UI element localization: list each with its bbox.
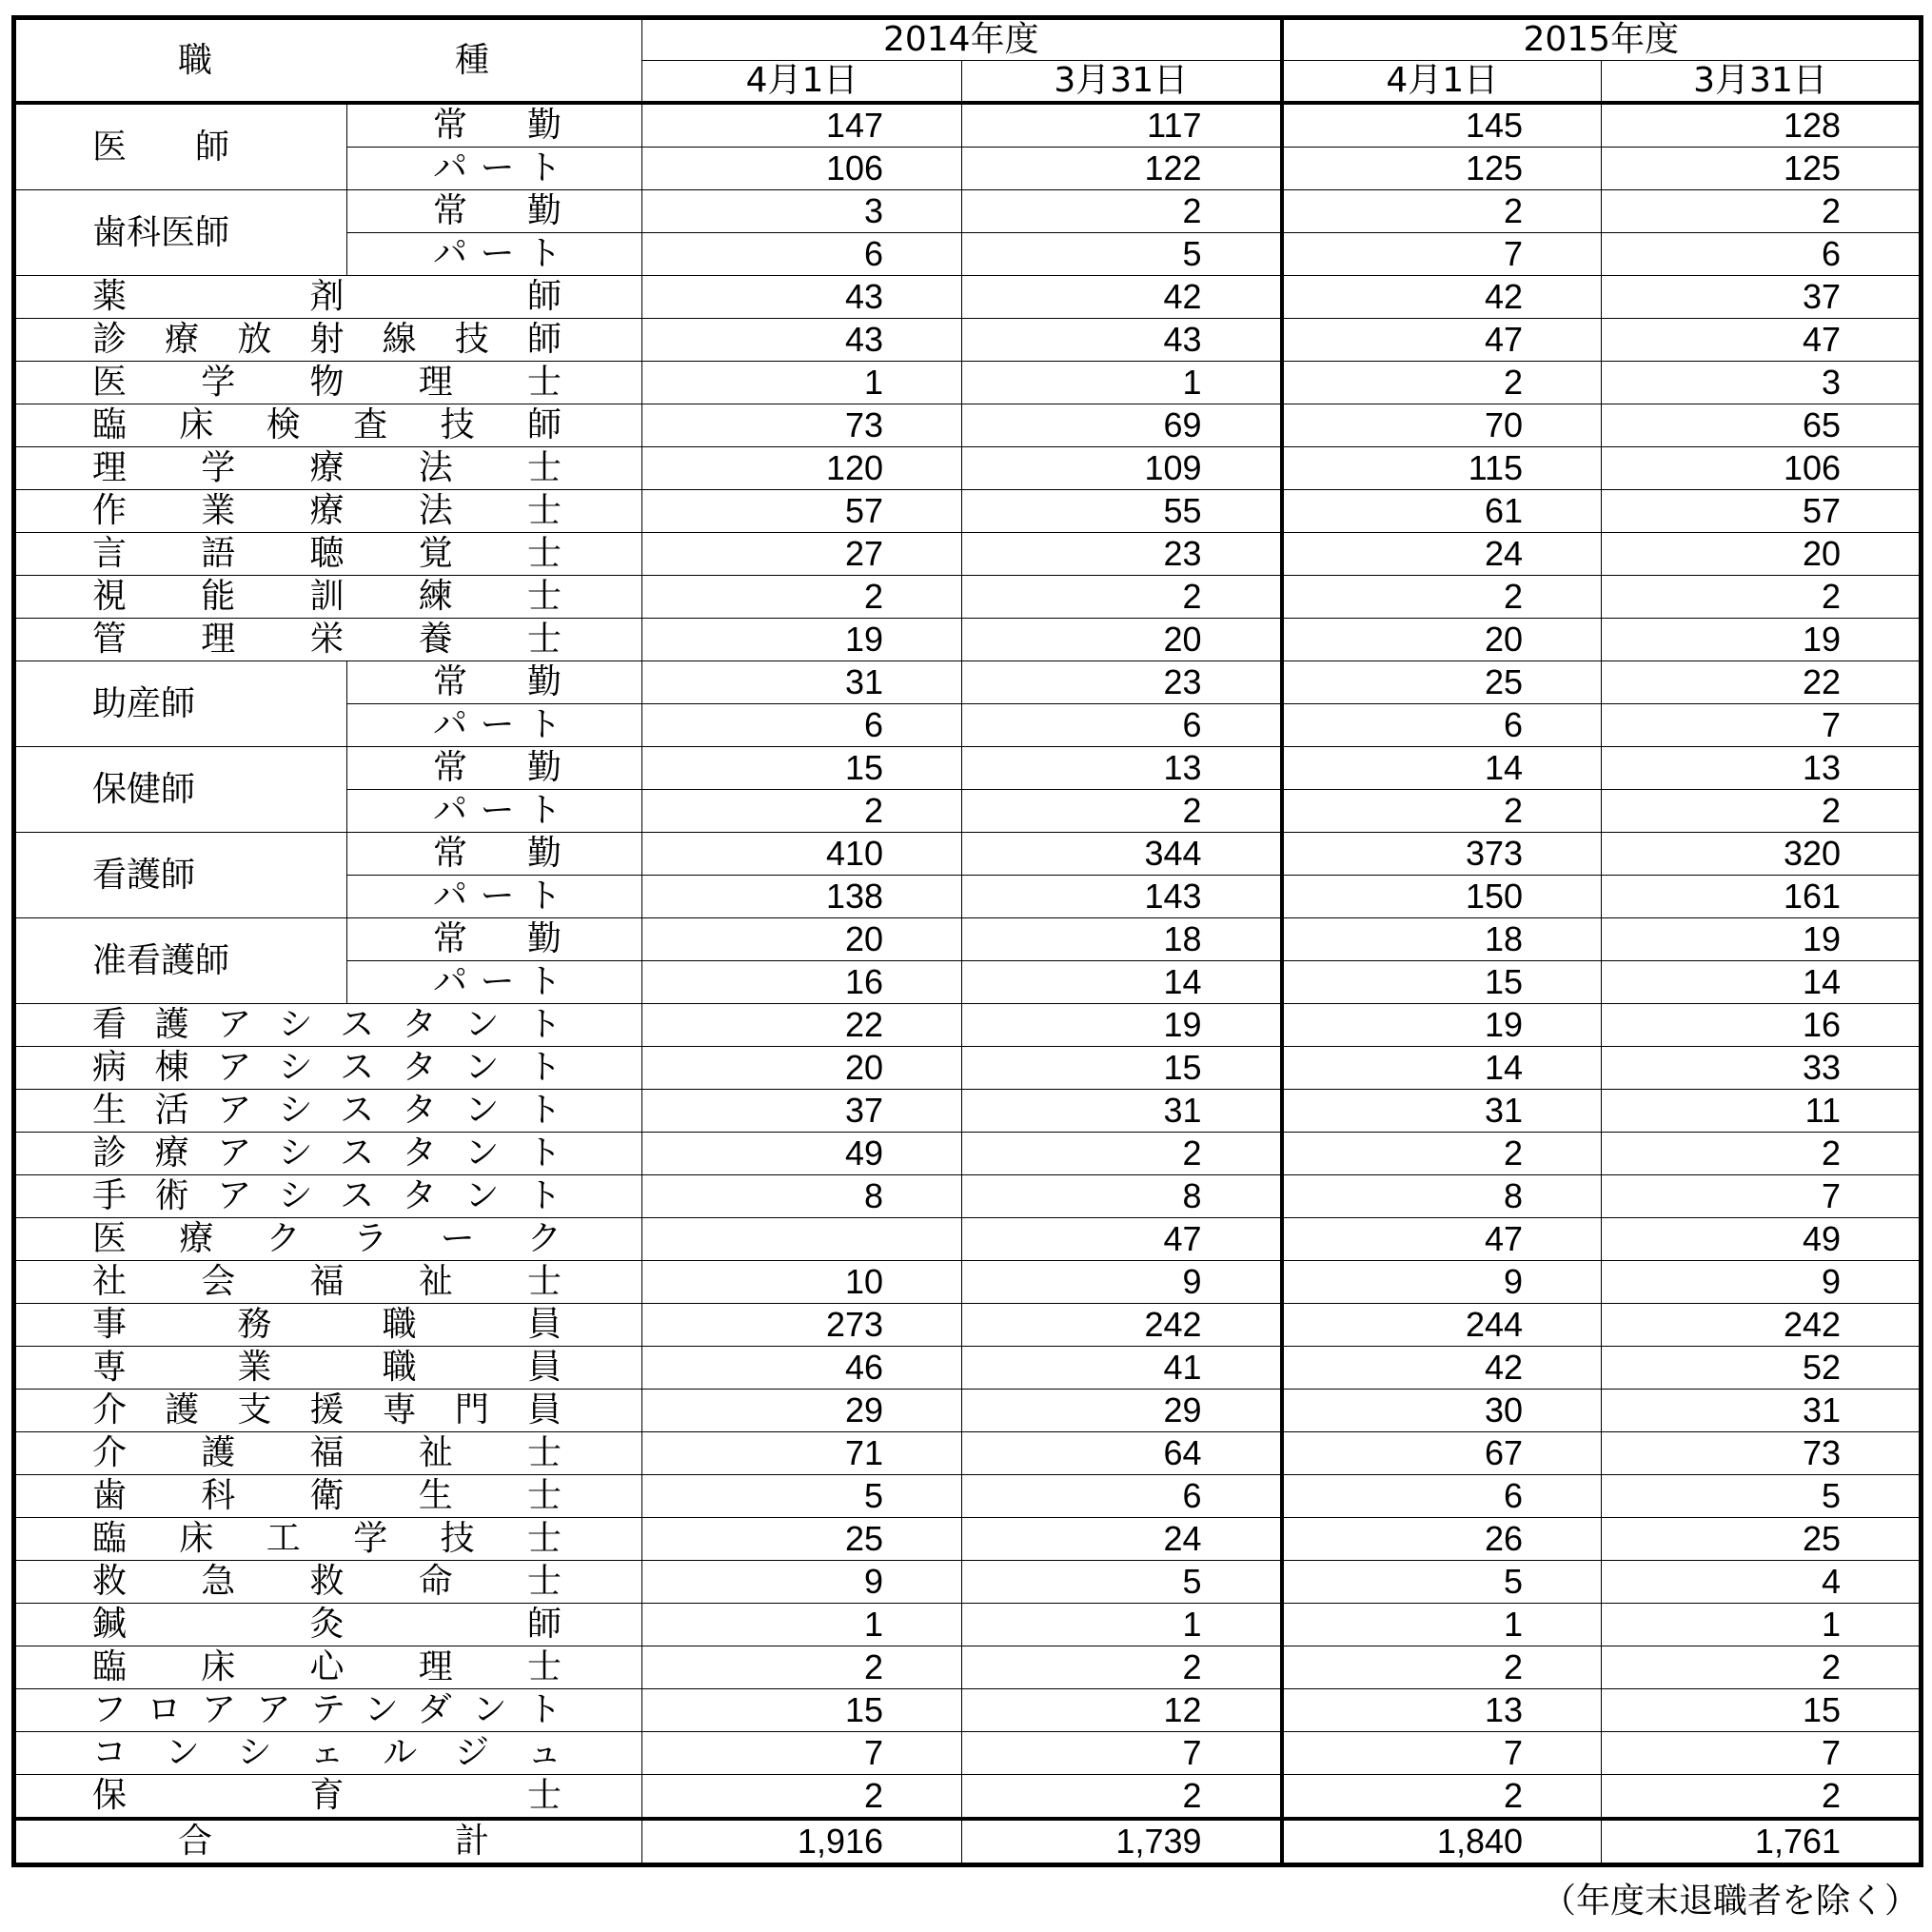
value-cell: 1 (642, 362, 962, 404)
table-row (14, 1646, 1922, 1689)
value-cell: 2 (1602, 790, 1922, 833)
value-cell: 73 (1602, 1432, 1922, 1475)
job-type-label: 臨床検査技師 (14, 404, 642, 447)
value-cell: 6 (1282, 704, 1602, 747)
job-type-label: 社会福祉士 (14, 1261, 642, 1304)
table-row (14, 1390, 1922, 1432)
value-cell: 52 (1602, 1347, 1922, 1390)
value-cell: 2 (1282, 190, 1602, 233)
value-cell: 161 (1602, 876, 1922, 918)
value-cell: 73 (642, 404, 962, 447)
table-row (14, 833, 1922, 876)
value-cell: 14 (962, 961, 1282, 1004)
value-cell: 15 (1602, 1689, 1922, 1732)
date-header: 3月31日 (1602, 61, 1922, 104)
value-cell: 43 (642, 276, 962, 319)
value-cell: 31 (1282, 1090, 1602, 1133)
value-cell: 2 (962, 1133, 1282, 1175)
value-cell: 3 (1602, 362, 1922, 404)
table-row (14, 1261, 1922, 1304)
job-type-label: 生活アシスタント (14, 1090, 642, 1133)
value-cell: 23 (962, 661, 1282, 704)
year-header-2014: 2014年度 (642, 18, 1282, 61)
table-row (14, 619, 1922, 661)
value-cell: 1 (1282, 1604, 1602, 1646)
value-cell: 41 (962, 1347, 1282, 1390)
table-row (14, 490, 1922, 533)
job-type-label: 看護アシスタント (14, 1004, 642, 1047)
employment-type-label: 常勤 (347, 747, 642, 790)
value-cell: 5 (642, 1475, 962, 1518)
employment-type-label: 常勤 (347, 661, 642, 704)
job-type-label: 作業療法士 (14, 490, 642, 533)
table-row (14, 1047, 1922, 1090)
value-cell: 37 (1602, 276, 1922, 319)
value-cell: 6 (642, 233, 962, 276)
value-cell: 16 (642, 961, 962, 1004)
value-cell: 22 (1602, 661, 1922, 704)
table-row (14, 404, 1922, 447)
job-type-label: 医学物理士 (14, 362, 642, 404)
value-cell: 24 (962, 1518, 1282, 1561)
value-cell: 150 (1282, 876, 1602, 918)
employment-type-label: 常勤 (347, 103, 642, 148)
job-type-label: 事務職員 (14, 1304, 642, 1347)
value-cell: 242 (1602, 1304, 1922, 1347)
value-cell: 2 (962, 190, 1282, 233)
value-cell: 106 (1602, 447, 1922, 490)
job-type-label: 薬剤師 (14, 276, 642, 319)
value-cell: 6 (962, 1475, 1282, 1518)
value-cell: 143 (962, 876, 1282, 918)
value-cell: 20 (962, 619, 1282, 661)
value-cell: 7 (962, 1732, 1282, 1775)
job-type-label: フロアアテンダント (14, 1689, 642, 1732)
date-header: 4月1日 (1282, 61, 1602, 104)
table-row (14, 533, 1922, 576)
value-cell: 7 (1602, 1732, 1922, 1775)
staff-table-container (11, 15, 1921, 1867)
employment-type-label: 常勤 (347, 918, 642, 961)
employment-type-label: パート (347, 790, 642, 833)
value-cell: 122 (962, 148, 1282, 190)
table-row (14, 747, 1922, 790)
job-type-label: 歯科衛生士 (14, 1475, 642, 1518)
value-cell: 273 (642, 1304, 962, 1347)
value-cell: 55 (962, 490, 1282, 533)
total-label: 合 計 (14, 1819, 642, 1865)
value-cell: 20 (1282, 619, 1602, 661)
value-cell: 19 (1602, 918, 1922, 961)
value-cell: 2 (1602, 576, 1922, 619)
value-cell: 13 (962, 747, 1282, 790)
value-cell: 19 (962, 1004, 1282, 1047)
value-cell: 7 (1282, 1732, 1602, 1775)
table-row (14, 276, 1922, 319)
job-type-label: 管理栄養士 (14, 619, 642, 661)
value-cell: 57 (1602, 490, 1922, 533)
value-cell: 4 (1602, 1561, 1922, 1604)
employment-type-label: 常勤 (347, 833, 642, 876)
value-cell: 6 (642, 704, 962, 747)
value-cell: 6 (1282, 1475, 1602, 1518)
value-cell: 31 (1602, 1390, 1922, 1432)
value-cell: 2 (1282, 1775, 1602, 1820)
value-cell: 1,739 (962, 1819, 1282, 1865)
value-cell: 47 (1602, 319, 1922, 362)
job-group-label: 助産師 (14, 661, 347, 747)
value-cell: 5 (962, 233, 1282, 276)
job-group-label: 医 師 (14, 103, 347, 190)
job-group-label: 看護師 (14, 833, 347, 918)
value-cell: 2 (642, 790, 962, 833)
value-cell: 27 (642, 533, 962, 576)
value-cell: 2 (642, 576, 962, 619)
value-cell: 410 (642, 833, 962, 876)
value-cell: 23 (962, 533, 1282, 576)
value-cell: 2 (962, 576, 1282, 619)
value-cell: 138 (642, 876, 962, 918)
value-cell: 42 (1282, 276, 1602, 319)
job-group-label: 准看護師 (14, 918, 347, 1004)
value-cell: 49 (642, 1133, 962, 1175)
value-cell: 47 (962, 1218, 1282, 1261)
value-cell: 19 (642, 619, 962, 661)
value-cell: 64 (962, 1432, 1282, 1475)
value-cell: 14 (1282, 747, 1602, 790)
value-cell: 2 (1282, 576, 1602, 619)
value-cell: 20 (642, 1047, 962, 1090)
value-cell: 49 (1602, 1218, 1922, 1261)
job-type-label: 診療アシスタント (14, 1133, 642, 1175)
value-cell: 6 (962, 704, 1282, 747)
job-type-label: 視能訓練士 (14, 576, 642, 619)
employment-type-label: パート (347, 704, 642, 747)
value-cell: 10 (642, 1261, 962, 1304)
value-cell: 3 (642, 190, 962, 233)
job-type-label: コンシェルジュ (14, 1732, 642, 1775)
employment-type-label: 常勤 (347, 190, 642, 233)
employment-type-label: パート (347, 876, 642, 918)
table-row (14, 1604, 1922, 1646)
value-cell: 9 (962, 1261, 1282, 1304)
table-row (14, 1518, 1922, 1561)
table-row (14, 447, 1922, 490)
value-cell: 320 (1602, 833, 1922, 876)
date-header: 3月31日 (962, 61, 1282, 104)
value-cell: 244 (1282, 1304, 1602, 1347)
value-cell: 42 (1282, 1347, 1602, 1390)
value-cell: 25 (642, 1518, 962, 1561)
value-cell: 7 (1602, 704, 1922, 747)
value-cell: 2 (962, 1646, 1282, 1689)
value-cell: 47 (1282, 319, 1602, 362)
value-cell: 145 (1282, 103, 1602, 148)
job-type-label: 介護支援専門員 (14, 1390, 642, 1432)
value-cell: 125 (1602, 148, 1922, 190)
value-cell: 8 (962, 1175, 1282, 1218)
job-group-label: 保健師 (14, 747, 347, 833)
value-cell: 2 (642, 1775, 962, 1820)
value-cell: 13 (1282, 1689, 1602, 1732)
value-cell: 2 (1602, 1133, 1922, 1175)
value-cell: 1 (962, 362, 1282, 404)
value-cell: 1 (962, 1604, 1282, 1646)
value-cell: 242 (962, 1304, 1282, 1347)
job-type-label: 診療放射線技師 (14, 319, 642, 362)
value-cell: 42 (962, 276, 1282, 319)
value-cell: 2 (1602, 190, 1922, 233)
employment-type-label: パート (347, 148, 642, 190)
value-cell: 14 (1282, 1047, 1602, 1090)
value-cell: 19 (1282, 1004, 1602, 1047)
value-cell: 1 (642, 1604, 962, 1646)
table-row (14, 1218, 1922, 1261)
value-cell: 14 (1602, 961, 1922, 1004)
value-cell: 2 (962, 1775, 1282, 1820)
value-cell: 71 (642, 1432, 962, 1475)
table-row (14, 1175, 1922, 1218)
value-cell: 2 (962, 790, 1282, 833)
value-cell: 19 (1602, 619, 1922, 661)
value-cell: 15 (642, 1689, 962, 1732)
value-cell: 5 (962, 1561, 1282, 1604)
value-cell: 9 (1602, 1261, 1922, 1304)
value-cell: 9 (642, 1561, 962, 1604)
job-type-label: 介護福祉士 (14, 1432, 642, 1475)
value-cell: 37 (642, 1090, 962, 1133)
job-type-label: 保育士 (14, 1775, 642, 1820)
job-type-label: 理学療法士 (14, 447, 642, 490)
value-cell: 31 (962, 1090, 1282, 1133)
value-cell: 15 (962, 1047, 1282, 1090)
value-cell: 2 (1282, 1646, 1602, 1689)
table-row (14, 1432, 1922, 1475)
value-cell: 128 (1602, 103, 1922, 148)
staff-count-table (11, 15, 1923, 1867)
value-cell: 2 (1282, 362, 1602, 404)
value-cell: 2 (642, 1646, 962, 1689)
value-cell: 147 (642, 103, 962, 148)
value-cell: 344 (962, 833, 1282, 876)
value-cell: 1,916 (642, 1819, 962, 1865)
table-row (14, 362, 1922, 404)
employment-type-label: パート (347, 961, 642, 1004)
value-cell: 25 (1282, 661, 1602, 704)
table-body (14, 103, 1922, 1865)
value-cell: 7 (1602, 1175, 1922, 1218)
value-cell: 2 (1602, 1775, 1922, 1820)
table-row (14, 1133, 1922, 1175)
value-cell: 15 (1282, 961, 1602, 1004)
footnote: （年度末退職者を除く） (1541, 1882, 1919, 1921)
value-cell: 20 (1602, 533, 1922, 576)
value-cell: 16 (1602, 1004, 1922, 1047)
table-row (14, 103, 1922, 148)
value-cell: 12 (962, 1689, 1282, 1732)
value-cell: 6 (1602, 233, 1922, 276)
job-type-label: 病棟アシスタント (14, 1047, 642, 1090)
value-cell: 1,840 (1282, 1819, 1602, 1865)
job-type-label: 医療クラーク (14, 1218, 642, 1261)
table-row (14, 918, 1922, 961)
value-cell (642, 1218, 962, 1261)
value-cell: 373 (1282, 833, 1602, 876)
table-row (14, 1004, 1922, 1047)
value-cell: 106 (642, 148, 962, 190)
table-row (14, 1304, 1922, 1347)
value-cell: 24 (1282, 533, 1602, 576)
table-row (14, 1347, 1922, 1390)
value-cell: 7 (1282, 233, 1602, 276)
value-cell: 7 (642, 1732, 962, 1775)
date-header: 4月1日 (642, 61, 962, 104)
table-row (14, 1689, 1922, 1732)
value-cell: 33 (1602, 1047, 1922, 1090)
table-row (14, 1475, 1922, 1518)
value-cell: 125 (1282, 148, 1602, 190)
value-cell: 29 (962, 1390, 1282, 1432)
value-cell: 18 (1282, 918, 1602, 961)
value-cell: 30 (1282, 1390, 1602, 1432)
job-type-label: 専業職員 (14, 1347, 642, 1390)
table-row (14, 1561, 1922, 1604)
value-cell: 1,761 (1602, 1819, 1922, 1865)
table-row (14, 319, 1922, 362)
value-cell: 25 (1602, 1518, 1922, 1561)
year-header-2015: 2015年度 (1282, 18, 1922, 61)
value-cell: 11 (1602, 1090, 1922, 1133)
value-cell: 109 (962, 447, 1282, 490)
value-cell: 29 (642, 1390, 962, 1432)
value-cell: 1 (1602, 1604, 1922, 1646)
value-cell: 43 (642, 319, 962, 362)
value-cell: 69 (962, 404, 1282, 447)
value-cell: 5 (1602, 1475, 1922, 1518)
value-cell: 2 (1282, 790, 1602, 833)
value-cell: 9 (1282, 1261, 1602, 1304)
value-cell: 117 (962, 103, 1282, 148)
value-cell: 120 (642, 447, 962, 490)
value-cell: 61 (1282, 490, 1602, 533)
value-cell: 2 (1602, 1646, 1922, 1689)
table-row (14, 190, 1922, 233)
value-cell: 31 (642, 661, 962, 704)
value-cell: 8 (1282, 1175, 1602, 1218)
table-row (14, 576, 1922, 619)
table-row (14, 1732, 1922, 1775)
job-type-label: 臨床心理士 (14, 1646, 642, 1689)
job-type-label: 鍼灸師 (14, 1604, 642, 1646)
value-cell: 26 (1282, 1518, 1602, 1561)
value-cell: 18 (962, 918, 1282, 961)
value-cell: 47 (1282, 1218, 1602, 1261)
value-cell: 13 (1602, 747, 1922, 790)
job-group-label: 歯科医師 (14, 190, 347, 276)
value-cell: 65 (1602, 404, 1922, 447)
job-type-header: 職 種 (14, 18, 642, 104)
table-row (14, 661, 1922, 704)
table-row (14, 1775, 1922, 1820)
value-cell: 20 (642, 918, 962, 961)
value-cell: 67 (1282, 1432, 1602, 1475)
value-cell: 115 (1282, 447, 1602, 490)
value-cell: 57 (642, 490, 962, 533)
value-cell: 15 (642, 747, 962, 790)
value-cell: 5 (1282, 1561, 1602, 1604)
value-cell: 8 (642, 1175, 962, 1218)
job-type-label: 救急救命士 (14, 1561, 642, 1604)
value-cell: 2 (1282, 1133, 1602, 1175)
value-cell: 46 (642, 1347, 962, 1390)
job-type-label: 手術アシスタント (14, 1175, 642, 1218)
employment-type-label: パート (347, 233, 642, 276)
job-type-label: 言語聴覚士 (14, 533, 642, 576)
job-type-label: 臨床工学技士 (14, 1518, 642, 1561)
value-cell: 22 (642, 1004, 962, 1047)
total-row (14, 1819, 1922, 1865)
table-row (14, 1090, 1922, 1133)
value-cell: 70 (1282, 404, 1602, 447)
value-cell: 43 (962, 319, 1282, 362)
